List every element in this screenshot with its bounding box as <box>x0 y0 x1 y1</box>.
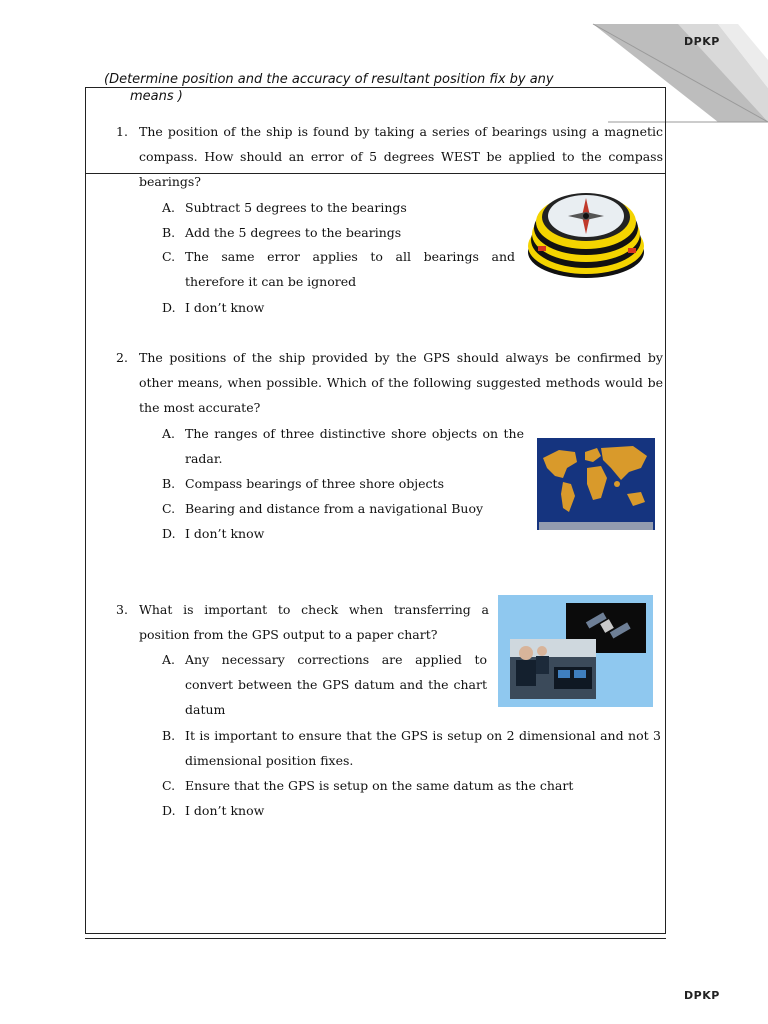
option-text: I don’t know <box>185 300 265 315</box>
satellite-bridge-icon <box>498 595 653 707</box>
option-text: I don’t know <box>185 803 265 818</box>
option-letter: C. <box>162 249 176 264</box>
question-stem: What is important to check when transferring a position from the GPS output to a paper chart? <box>139 602 489 642</box>
option-letter: C. <box>162 778 176 793</box>
question-3 <box>116 597 488 647</box>
option-text: Compass bearings of three shore objects <box>185 476 444 491</box>
option-letter: B. <box>162 728 176 743</box>
option-text: The same error applies to all bearings and therefore it can be ignored <box>185 249 515 289</box>
bottom-rule <box>85 938 666 939</box>
question-number: 1. <box>116 124 128 139</box>
option-letter: B. <box>162 476 176 491</box>
world-map-icon <box>537 438 655 530</box>
option-text: Any necessary corrections are applied to convert between the GPS datum and the chart datum <box>185 652 487 717</box>
option-letter: D. <box>162 803 176 818</box>
option-text: It is important to ensure that the GPS is setup on 2 dimensional and not 3 dimensional position fixes. <box>185 728 661 768</box>
subtitle-line-2: means ) <box>130 89 183 104</box>
question-stem: The positions of the ship provided by the GPS should always be confirmed by other means, when possible. Which of the following suggested methods would be the most accurate? <box>139 350 663 415</box>
option-text: Bearing and distance from a navigational Buoy <box>185 501 484 516</box>
option-letter: A. <box>162 652 176 667</box>
question-2 <box>116 345 663 421</box>
option-text: The ranges of three distinctive shore objects on the radar. <box>185 426 524 466</box>
magnetic-compass-icon <box>524 186 649 284</box>
subtitle-line-1: (Determine position and the accuracy of resultant position fix by any <box>104 72 554 87</box>
option-text: Subtract 5 degrees to the bearings <box>185 200 407 215</box>
option-letter: A. <box>162 200 176 215</box>
footer-brand: DPKP <box>684 989 720 1002</box>
option-text: I don’t know <box>185 526 265 541</box>
option-text: Add the 5 degrees to the bearings <box>185 225 402 240</box>
option-letter: B. <box>162 225 176 240</box>
header-brand: DPKP <box>684 35 720 48</box>
question-1 <box>116 119 663 195</box>
option-text: Ensure that the GPS is setup on the same datum as the chart <box>185 778 574 793</box>
question-number: 2. <box>116 350 128 365</box>
option-letter: D. <box>162 526 176 541</box>
question-number: 3. <box>116 602 128 617</box>
question-stem: The position of the ship is found by taking a series of bearings using a magnetic compass. How should an error of 5 degrees WEST be applied to the compass bearings? <box>139 124 663 189</box>
option-letter: A. <box>162 426 176 441</box>
option-letter: C. <box>162 501 176 516</box>
option-letter: D. <box>162 300 176 315</box>
